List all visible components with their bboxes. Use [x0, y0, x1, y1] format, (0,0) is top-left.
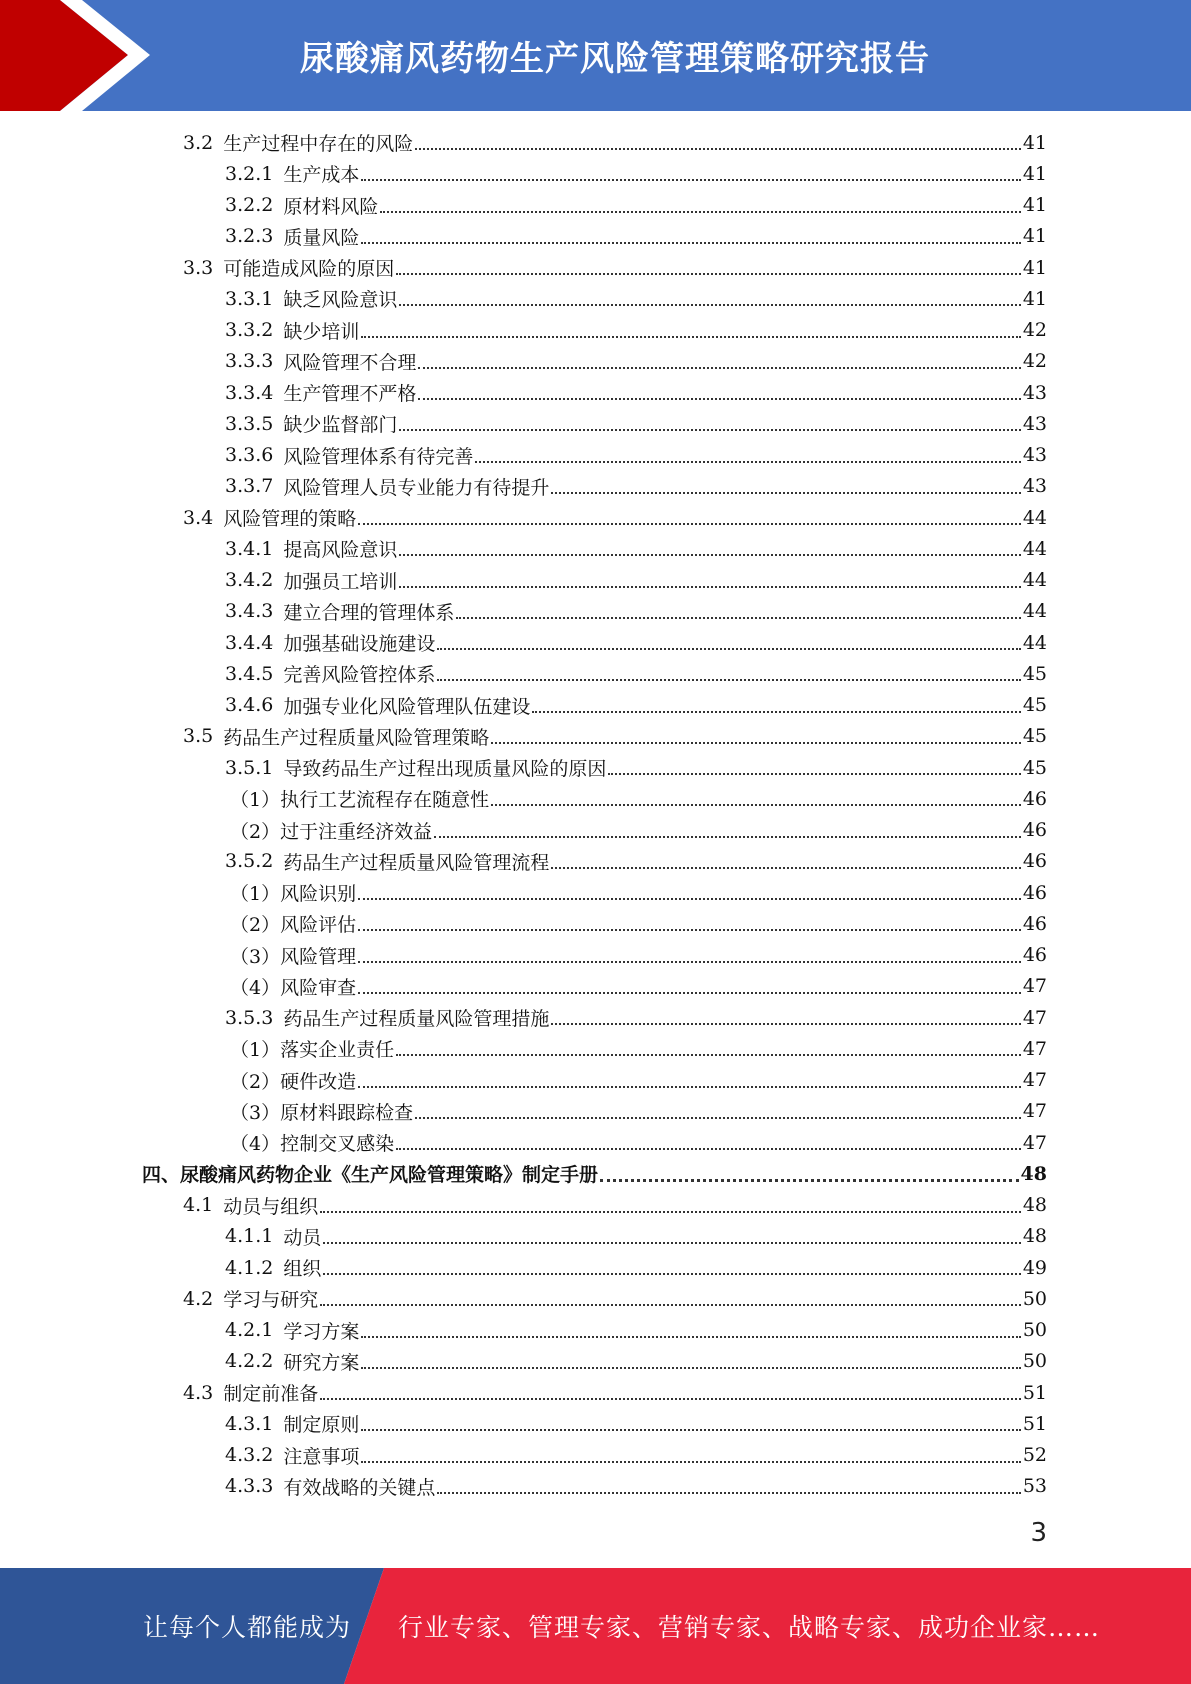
- toc-entry-title: 药品生产过程质量风险管理措施: [283, 1008, 550, 1030]
- toc-entry-number: 3.2: [183, 131, 214, 154]
- toc-entry-title: 动员: [283, 1226, 322, 1249]
- toc-entry-title: 过于注重经济效益: [280, 820, 433, 843]
- toc-entry-page: 44: [1022, 569, 1047, 591]
- toc-entry-title: 风险管理体系有待完善: [283, 445, 474, 468]
- toc-entry-page: 41: [1022, 162, 1047, 185]
- toc-entry-number: 3.4.6: [225, 694, 274, 716]
- toc-entry-page: 46: [1022, 850, 1047, 873]
- page-header: [0, 0, 1191, 111]
- toc-entry[interactable]: [230, 1096, 1047, 1127]
- toc-entry[interactable]: [225, 846, 1047, 877]
- toc-entry-title: 制定前准备: [223, 1383, 319, 1405]
- toc-entry-number: 3.3.7: [225, 475, 274, 498]
- toc-entry-number: 4.1: [183, 1194, 214, 1216]
- toc-entry-title: 风险管理人员专业能力有待提升: [283, 476, 550, 499]
- toc-entry-title: 控制交叉感染: [280, 1133, 395, 1155]
- toc-entry-number: 3.2.2: [225, 194, 274, 216]
- toc-entry-page: 45: [1022, 662, 1047, 685]
- toc-leader-dots: [551, 491, 1020, 494]
- toc-entry-title: 可能造成风险的原因: [223, 258, 395, 280]
- toc-entry-number: 4.1.2: [225, 1256, 274, 1279]
- toc-entry-number: 3.3: [183, 256, 214, 279]
- toc-entry-page: 48: [1020, 1162, 1047, 1185]
- toc-entry-number: 3.3.4: [225, 381, 274, 404]
- toc-entry-number: （1）: [230, 883, 281, 905]
- toc-entry-page: 50: [1022, 1319, 1047, 1341]
- toc-entry[interactable]: [225, 408, 1047, 439]
- toc-leader-dots: [320, 1397, 1021, 1400]
- toc-leader-dots: [608, 772, 1020, 775]
- toc-entry-page: 41: [1022, 225, 1047, 248]
- toc-entry[interactable]: [225, 190, 1047, 221]
- toc-entry[interactable]: [183, 1283, 1047, 1314]
- toc-entry[interactable]: [230, 1033, 1047, 1064]
- toc-entry-title: 风险评估: [280, 914, 357, 937]
- toc-entry-title: 加强员工培训: [283, 570, 398, 593]
- toc-entry[interactable]: [230, 971, 1047, 1002]
- toc-entry[interactable]: [142, 1158, 1047, 1189]
- toc-leader-dots: [361, 1366, 1020, 1369]
- toc-entry-page: 45: [1022, 756, 1047, 779]
- toc-entry-page: 46: [1022, 912, 1047, 935]
- toc-leader-dots: [358, 928, 1021, 931]
- toc-entry-title: 完善风险管控体系: [283, 664, 436, 687]
- toc-entry-number: 3.4.2: [225, 569, 274, 591]
- toc-leader-dots: [532, 710, 1020, 713]
- toc-entry-page: 42: [1022, 319, 1047, 341]
- toc-entry[interactable]: [225, 533, 1047, 564]
- toc-entry-page: 41: [1022, 256, 1047, 279]
- toc-entry-page: 45: [1022, 694, 1047, 716]
- toc-entry[interactable]: [225, 627, 1047, 658]
- toc-entry-page: 45: [1022, 725, 1047, 748]
- toc-leader-dots: [437, 678, 1020, 681]
- toc-entry-number: 3.4.1: [225, 537, 274, 560]
- toc-entry-page: 47: [1022, 1100, 1047, 1123]
- toc-entry-number: （1）: [230, 789, 281, 812]
- toc-leader-dots: [418, 397, 1020, 400]
- toc-leader-dots: [361, 1428, 1020, 1431]
- toc-entry[interactable]: [225, 752, 1047, 783]
- toc-leader-dots: [399, 303, 1020, 306]
- toc-entry-title: 组织: [283, 1258, 322, 1280]
- toc-entry[interactable]: [225, 565, 1047, 596]
- toc-entry-page: 47: [1022, 1069, 1047, 1091]
- toc-entry[interactable]: [225, 283, 1047, 314]
- toc-leader-dots: [358, 960, 1021, 963]
- toc-entry-page: 50: [1022, 1287, 1047, 1310]
- toc-leader-dots: [320, 1210, 1021, 1213]
- toc-entry-title: 执行工艺流程存在随意性: [280, 789, 490, 812]
- toc-entry[interactable]: [225, 1252, 1047, 1283]
- toc-entry[interactable]: [225, 1221, 1047, 1252]
- footer-slogan-left: 让每个人都能成为: [143, 1613, 352, 1642]
- toc-entry-title: 风险管理不合理: [283, 351, 417, 374]
- toc-entry[interactable]: [225, 440, 1047, 471]
- toc-entry-page: 42: [1022, 350, 1047, 373]
- toc-entry-title: 生产管理不严格: [283, 383, 417, 405]
- toc-leader-dots: [361, 1335, 1020, 1338]
- toc-leader-dots: [361, 241, 1020, 244]
- toc-entry-page: 43: [1022, 412, 1047, 435]
- toc-entry-number: （2）: [230, 1070, 281, 1093]
- toc-entry[interactable]: [225, 346, 1047, 377]
- toc-entry-page: 41: [1022, 194, 1047, 216]
- toc-leader-dots: [380, 210, 1020, 213]
- toc-entry-page: 47: [1022, 1037, 1047, 1060]
- toc-leader-dots: [399, 428, 1020, 431]
- toc-entry[interactable]: [225, 1346, 1047, 1377]
- toc-entry[interactable]: [225, 315, 1047, 346]
- toc-entry[interactable]: [225, 1408, 1047, 1439]
- toc-entry-title: 风险管理: [280, 945, 357, 968]
- toc-entry-title: 缺少监督部门: [283, 414, 398, 437]
- toc-entry-title: 生产过程中存在的风险: [223, 133, 414, 155]
- toc-leader-dots: [491, 803, 1021, 806]
- toc-entry-number: 四、: [142, 1164, 181, 1187]
- toc-leader-dots: [361, 1460, 1020, 1463]
- toc-leader-dots: [399, 553, 1020, 556]
- toc-entry-title: 落实企业责任: [280, 1039, 395, 1062]
- toc-entry-title: 风险管理的策略: [223, 508, 357, 530]
- toc-entry-number: 3.3.6: [225, 444, 274, 466]
- page-number: 3: [1030, 1518, 1047, 1548]
- toc-entry[interactable]: [225, 1440, 1047, 1471]
- toc-entry-number: 4.3: [183, 1381, 214, 1404]
- toc-entry-number: 3.4.3: [225, 600, 274, 623]
- toc-entry-number: 3.3.1: [225, 287, 274, 310]
- toc-entry[interactable]: [230, 908, 1047, 939]
- toc-entry[interactable]: [183, 1377, 1047, 1408]
- toc-entry-number: （2）: [230, 820, 281, 843]
- toc-leader-dots: [475, 460, 1020, 463]
- toc-leader-dots: [418, 366, 1020, 369]
- toc-entry-number: （1）: [230, 1039, 281, 1062]
- toc-entry[interactable]: [230, 783, 1047, 814]
- toc-entry[interactable]: [225, 221, 1047, 252]
- toc-entry-number: 3.4.4: [225, 631, 274, 654]
- toc-leader-dots: [358, 897, 1021, 900]
- toc-entry[interactable]: [230, 815, 1047, 846]
- toc-leader-dots: [437, 1491, 1020, 1494]
- toc-entry-title: 风险识别: [280, 883, 357, 905]
- toc-entry[interactable]: [230, 1065, 1047, 1096]
- toc-entry[interactable]: [225, 158, 1047, 189]
- toc-entry-title: 生产成本: [283, 164, 360, 187]
- toc-entry[interactable]: [183, 127, 1047, 158]
- toc-entry-title: 原材料跟踪检查: [280, 1101, 414, 1124]
- toc-entry-number: 3.3.3: [225, 350, 274, 373]
- toc-entry-title: 提高风险意识: [283, 539, 398, 562]
- toc-entry-number: 4.2.2: [225, 1350, 274, 1373]
- toc-leader-dots: [320, 1303, 1021, 1306]
- footer-slogan-right: 行业专家、管理专家、营销专家、战略专家、成功企业家……: [398, 1613, 1101, 1642]
- toc-entry-page: 46: [1022, 944, 1047, 966]
- toc-leader-dots: [491, 741, 1021, 744]
- toc-leader-dots: [323, 1241, 1020, 1244]
- toc-entry[interactable]: [225, 377, 1047, 408]
- toc-entry-title: 注意事项: [283, 1445, 360, 1468]
- toc-entry-page: 46: [1022, 881, 1047, 904]
- toc-entry-page: 44: [1022, 506, 1047, 529]
- toc-entry-page: 43: [1022, 475, 1047, 498]
- toc-entry-number: 4.1.1: [225, 1225, 274, 1248]
- toc-leader-dots: [600, 1178, 1019, 1182]
- toc-leader-dots: [551, 866, 1020, 869]
- toc-entry[interactable]: [225, 658, 1047, 689]
- toc-entry-page: 44: [1022, 537, 1047, 560]
- toc-entry[interactable]: [183, 1190, 1047, 1221]
- toc-entry-number: 3.3.2: [225, 319, 274, 341]
- toc-entry-number: 4.2.1: [225, 1319, 274, 1341]
- toc-entry-title: 原材料风险: [283, 195, 379, 218]
- toc-entry-number: 3.5.2: [225, 850, 274, 873]
- toc-entry[interactable]: [183, 252, 1047, 283]
- toc-entry[interactable]: [183, 721, 1047, 752]
- toc-entry-page: 47: [1022, 1131, 1047, 1154]
- toc-entry[interactable]: [225, 1471, 1047, 1502]
- toc-entry-page: 47: [1022, 975, 1047, 998]
- toc-entry-number: （4）: [230, 1133, 281, 1155]
- toc-entry-number: 4.3.2: [225, 1444, 274, 1466]
- toc-entry-title: 制定原则: [283, 1414, 360, 1437]
- toc-leader-dots: [358, 1085, 1021, 1088]
- toc-entry-number: 3.2.1: [225, 162, 274, 185]
- toc-leader-dots: [396, 1147, 1021, 1150]
- toc-entry-number: （4）: [230, 976, 281, 999]
- toc-leader-dots: [396, 272, 1021, 275]
- toc-entry-title: 动员与组织: [223, 1195, 319, 1218]
- toc-entry-title: 缺少培训: [283, 320, 360, 343]
- toc-entry-number: 3.4.5: [225, 662, 274, 685]
- toc-entry-page: 52: [1022, 1444, 1047, 1466]
- toc-entry-page: 50: [1022, 1350, 1047, 1373]
- toc-entry-title: 学习方案: [283, 1320, 360, 1343]
- toc-entry[interactable]: [230, 1127, 1047, 1158]
- toc-leader-dots: [399, 585, 1020, 588]
- toc-leader-dots: [396, 1053, 1021, 1056]
- toc-leader-dots: [437, 647, 1020, 650]
- toc-leader-dots: [361, 335, 1020, 338]
- toc-entry-number: 3.5.1: [225, 756, 274, 779]
- toc-leader-dots: [323, 1272, 1020, 1275]
- toc-entry[interactable]: [225, 596, 1047, 627]
- toc-leader-dots: [434, 835, 1021, 838]
- toc-leader-dots: [551, 1022, 1020, 1025]
- toc-entry-title: 加强基础设施建设: [283, 633, 436, 655]
- toc-entry-page: 49: [1022, 1256, 1047, 1279]
- toc-entry-page: 51: [1022, 1412, 1047, 1435]
- toc-entry-title: 药品生产过程质量风险管理策略: [223, 726, 490, 749]
- toc-entry[interactable]: [230, 940, 1047, 971]
- toc-entry-number: 4.3.1: [225, 1412, 274, 1435]
- toc-entry-number: （3）: [230, 945, 281, 968]
- document-title: 尿酸痛风药物生产风险管理策略研究报告: [300, 39, 930, 79]
- toc-entry-page: 48: [1022, 1194, 1047, 1216]
- toc-entry-title: 学习与研究: [223, 1289, 319, 1312]
- toc-leader-dots: [415, 1116, 1021, 1119]
- toc-entry-page: 41: [1022, 287, 1047, 310]
- toc-entry-page: 44: [1022, 631, 1047, 654]
- toc-entry-title: 风险审查: [280, 976, 357, 999]
- toc-entry-page: 53: [1022, 1475, 1047, 1498]
- toc-entry-title: 研究方案: [283, 1351, 360, 1374]
- toc-entry-title: 有效战略的关键点: [283, 1476, 436, 1499]
- toc-entry-page: 43: [1022, 444, 1047, 466]
- toc-entry-page: 51: [1022, 1381, 1047, 1404]
- toc-entry[interactable]: [225, 1315, 1047, 1346]
- toc-entry-title: 硬件改造: [280, 1070, 357, 1093]
- page-footer: [0, 1568, 1191, 1684]
- toc-entry-page: 44: [1022, 600, 1047, 623]
- toc-entry-number: 3.4: [183, 506, 214, 529]
- toc-leader-dots: [358, 522, 1021, 525]
- toc-entry-number: （2）: [230, 914, 281, 937]
- toc-entry-number: （3）: [230, 1101, 281, 1124]
- toc-entry-page: 47: [1022, 1006, 1047, 1029]
- toc-entry-title: 缺乏风险意识: [283, 289, 398, 312]
- toc-entry-title: 加强专业化风险管理队伍建设: [283, 695, 531, 718]
- toc-entry-page: 46: [1022, 819, 1047, 841]
- toc-entry-page: 48: [1022, 1225, 1047, 1248]
- toc-entry-title: 药品生产过程质量风险管理流程: [283, 851, 550, 874]
- toc-entry-page: 46: [1022, 787, 1047, 810]
- toc-leader-dots: [358, 991, 1021, 994]
- toc-entry-number: 3.3.5: [225, 412, 274, 435]
- toc-entry-page: 43: [1022, 381, 1047, 404]
- toc-entry-title: 尿酸痛风药物企业《生产风险管理策略》制定手册: [180, 1164, 599, 1187]
- toc-leader-dots: [361, 178, 1020, 181]
- toc-entry[interactable]: [230, 877, 1047, 908]
- toc-entry-title: 建立合理的管理体系: [283, 601, 455, 624]
- toc-entry-title: 质量风险: [283, 226, 360, 249]
- toc-entry-number: 3.5.3: [225, 1006, 274, 1029]
- toc-entry-page: 41: [1022, 131, 1047, 154]
- toc-entry[interactable]: [225, 471, 1047, 502]
- toc-entry[interactable]: [225, 690, 1047, 721]
- toc-entry-number: 3.2.3: [225, 225, 274, 248]
- toc-entry[interactable]: [183, 502, 1047, 533]
- toc-leader-dots: [415, 147, 1021, 150]
- toc-entry-title: 导致药品生产过程出现质量风险的原因: [283, 758, 607, 780]
- toc-entry-number: 4.2: [183, 1287, 214, 1310]
- toc-entry[interactable]: [225, 1002, 1047, 1033]
- toc-entry-number: 4.3.3: [225, 1475, 274, 1498]
- toc-entry-number: 3.5: [183, 725, 214, 748]
- toc-leader-dots: [456, 616, 1020, 619]
